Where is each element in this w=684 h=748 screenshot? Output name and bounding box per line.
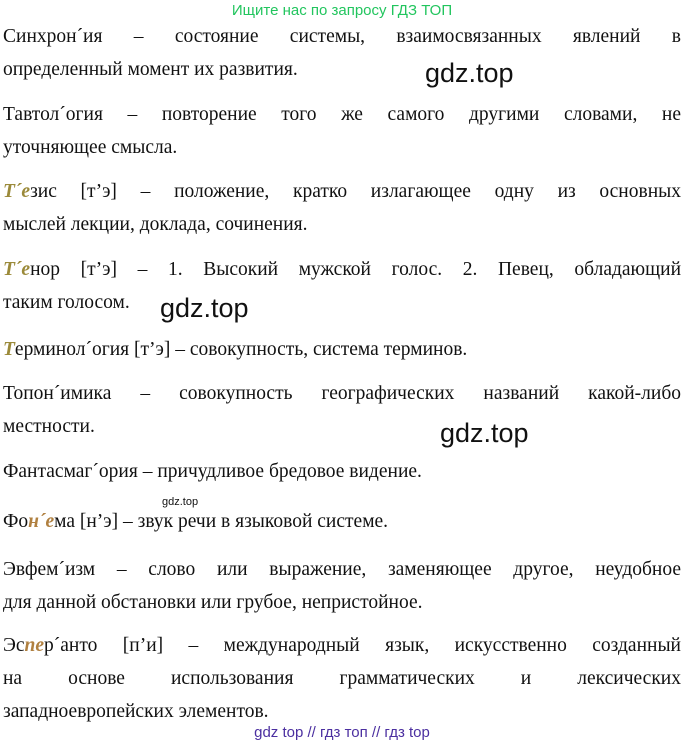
watermark: gdz.top xyxy=(160,293,249,323)
dictionary-entry xyxy=(3,377,681,443)
entry-line: Терминол´огия [т’э] – совокупность, система терминов. xyxy=(3,339,468,360)
entry-line: Синхрон´ия – состояние системы, взаимосвязанных явлений в xyxy=(3,26,681,47)
watermark: gdz.top xyxy=(440,418,529,448)
dictionary-entry xyxy=(3,175,681,241)
entry-line: на основе использования грамматических и лексических xyxy=(3,668,681,689)
entry-line: мыслей лекции, доклада, сочинения. xyxy=(3,214,308,235)
search-banner: Ищите нас по запросу ГДЗ ТОП xyxy=(231,2,453,19)
entry-line: Фантасмаг´ория – причудливое бредовое видение. xyxy=(3,461,422,482)
accent-letters: Т´е xyxy=(3,181,31,202)
entry-line: уточняющее смысла. xyxy=(3,137,178,158)
dictionary-entry xyxy=(3,333,681,366)
accent-letters: пе xyxy=(24,635,45,656)
watermark: gdz.top xyxy=(425,58,514,88)
entry-line: Фон´ема [н’э] – звук речи в языковой системе. xyxy=(3,511,389,532)
entry-line: Т´енор [т’э] – 1. Высокий мужской голос. 2. Певец, обладающий xyxy=(3,259,681,280)
dictionary-entry xyxy=(3,98,681,164)
footer-links: gdz top // гдз топ // гдз top xyxy=(254,724,430,741)
entry-line: Эспер´анто [п’и] – международный язык, искусственно созданный xyxy=(3,635,681,656)
dictionary-entry xyxy=(3,455,681,488)
dictionary-entry xyxy=(3,505,681,538)
accent-letters: Т xyxy=(3,339,15,360)
dictionary-entry xyxy=(3,629,681,728)
entry-line: таким голосом. xyxy=(3,292,130,313)
accent-letters: Т´е xyxy=(3,259,31,280)
dictionary-entry xyxy=(3,553,681,619)
accent-letters: н´е xyxy=(28,511,55,532)
entry-line: Тавтол´огия – повторение того же самого другими словами, не xyxy=(3,104,681,125)
entry-line: для данной обстановки или грубое, непристойное. xyxy=(3,592,423,613)
entry-line: Топон´имика – совокупность географических названий какой-либо xyxy=(3,383,681,404)
entry-line: определенный момент их развития. xyxy=(3,59,298,80)
entry-line: Эвфем´изм – слово или выражение, заменяющее другое, неудобное xyxy=(3,559,681,580)
dictionary-entry xyxy=(3,20,681,86)
entry-line: западноевропейских элементов. xyxy=(3,701,269,722)
entry-line: Т´езис [т’э] – положение, кратко излагающее одну из основных xyxy=(3,181,681,202)
dictionary-entry xyxy=(3,253,681,319)
watermark: gdz.top xyxy=(162,496,199,508)
entry-line: местности. xyxy=(3,416,95,437)
